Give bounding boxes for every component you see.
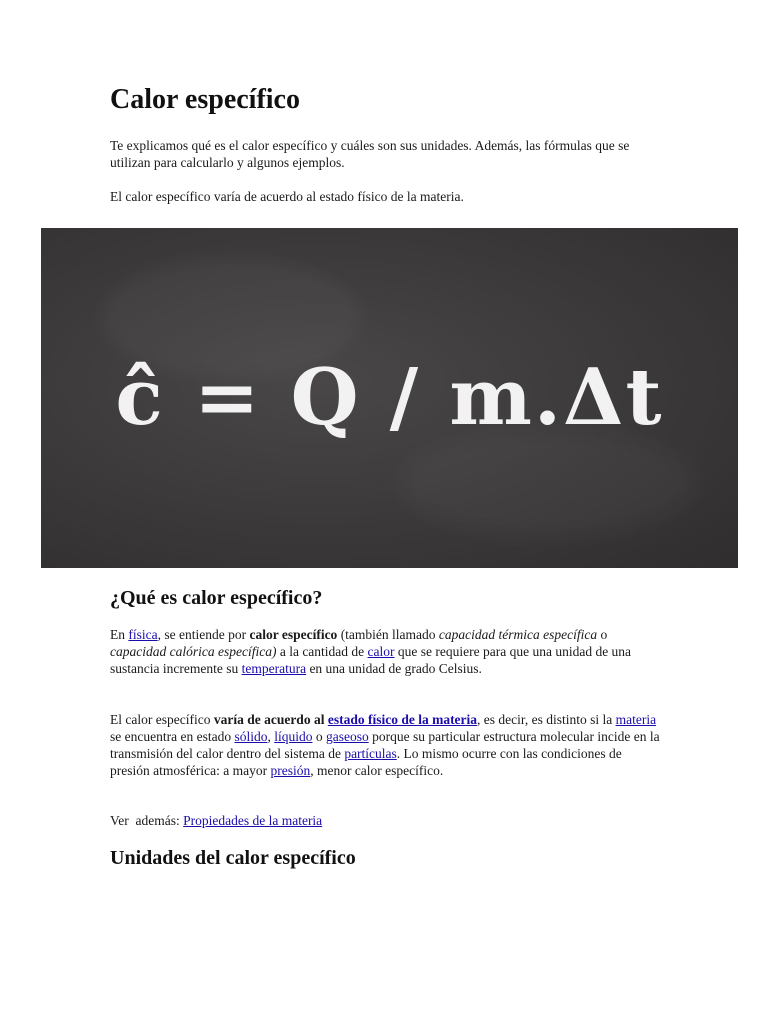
link-gaseoso[interactable]: gaseoso <box>325 729 369 744</box>
link-estado-fisico[interactable]: estado físico de la materia <box>327 712 478 727</box>
page-title: Calor específico <box>110 84 300 115</box>
bold-term: varía de acuerdo al <box>213 712 328 727</box>
text-span: o <box>597 627 608 642</box>
formula-banner-image <box>41 228 738 568</box>
text-span: se encuentra en estado <box>110 729 235 744</box>
link-particulas[interactable]: partículas <box>344 746 397 761</box>
link-fisica[interactable]: física <box>128 627 158 642</box>
link-presion[interactable]: presión <box>270 763 311 778</box>
text-span: , <box>267 729 275 744</box>
link-solido[interactable]: sólido <box>234 729 268 744</box>
definition-paragraph <box>110 626 640 677</box>
section-heading-unidades: Unidades del calor específico <box>110 847 356 869</box>
link-liquido[interactable]: líquido <box>274 729 313 744</box>
text-span: En <box>110 627 129 642</box>
see-also-label: Ver además: <box>110 813 184 828</box>
link-temperatura[interactable]: temperatura <box>241 661 307 676</box>
specific-heat-formula: ĉ = Q / m.Δt <box>115 352 664 443</box>
link-calor[interactable]: calor <box>367 644 395 659</box>
text-span: El calor específico <box>110 712 214 727</box>
text-span: , es decir, es distinto si la <box>477 712 616 727</box>
text-span: o <box>312 729 326 744</box>
text-span: en una unidad de grado Celsius. <box>306 661 482 676</box>
variation-paragraph <box>110 711 660 779</box>
italic-term: capacidad calórica específica) <box>110 644 277 659</box>
link-materia[interactable]: materia <box>615 712 657 727</box>
intro-paragraph: Te explicamos qué es el calor específico y cuáles son sus unidades. Además, las fórmulas que se utilizan para calcularlo y algunos ejemplos. <box>110 138 630 170</box>
image-caption: El calor específico varía de acuerdo al estado físico de la materia. <box>110 189 464 204</box>
text-span: . Lo mismo ocurre con las condiciones de presión atmosférica: a mayor <box>110 746 622 778</box>
link-propiedades-materia[interactable]: Propiedades de la materia <box>183 813 323 828</box>
text-span: (también llamado <box>337 627 439 642</box>
section-heading-que-es: ¿Qué es calor específico? <box>110 587 323 609</box>
text-span: que se requiere para que una unidad de una sustancia incremente su <box>110 644 632 676</box>
text-span: , se entiende por <box>157 627 250 642</box>
text-span: , menor calor específico. <box>310 763 444 778</box>
see-also-line <box>110 812 640 829</box>
italic-term: capacidad térmica específica <box>438 627 598 642</box>
bold-term: calor específico <box>249 627 338 642</box>
text-span: porque su particular estructura molecular incide en la transmisión del calor dentro del sistema de <box>110 729 660 761</box>
text-span: a la cantidad de <box>276 644 368 659</box>
